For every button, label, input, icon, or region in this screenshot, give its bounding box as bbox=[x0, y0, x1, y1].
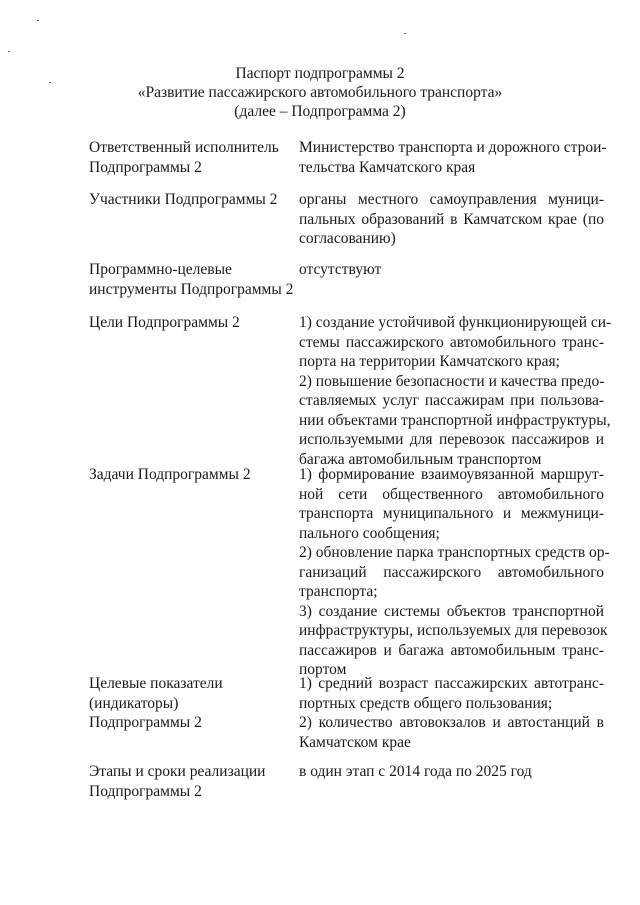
title-line-3: (далее – Подпрограмма 2) bbox=[234, 103, 406, 120]
value-line: ставляемых услуг пассажирам при пользова- bbox=[299, 392, 604, 409]
label-line: Задачи Подпрограммы 2 bbox=[89, 466, 251, 483]
label-line: Подпрограммы 2 bbox=[89, 714, 202, 731]
row-label bbox=[89, 190, 289, 210]
value-line: стемы пассажирского автомобильного транс- bbox=[299, 333, 604, 351]
value-line: в один этап с 2014 года по 2025 год bbox=[299, 763, 532, 780]
row-label bbox=[89, 260, 294, 299]
value-line: 2) обновление парка транспортных средств ор- bbox=[299, 544, 610, 561]
label-line: Ответственный исполнитель bbox=[89, 139, 279, 156]
label-line: (индикаторы) bbox=[89, 694, 179, 712]
value-line: 1) создание устойчивой функционирующей си- bbox=[299, 314, 612, 331]
row-value bbox=[299, 762, 604, 782]
label-line: Подпрограммы 2 bbox=[89, 158, 202, 176]
value-line: портных средств общего пользования; bbox=[299, 694, 553, 712]
row-value bbox=[299, 260, 604, 280]
value-line: 2) повышение безопасности и качества предо- bbox=[299, 372, 605, 390]
value-line: Министерство транспорта и дорожного строи- bbox=[299, 139, 607, 156]
row-label bbox=[89, 313, 289, 333]
value-line: Камчатском крае bbox=[299, 733, 411, 751]
label-line: Подпрограммы 2 bbox=[89, 782, 202, 800]
value-line: тельства Камчатского края bbox=[299, 158, 476, 176]
row-value bbox=[299, 190, 604, 249]
label-line: Участники Подпрограммы 2 bbox=[89, 191, 278, 208]
label-line: Программно-целевые bbox=[89, 261, 232, 278]
value-line: 1) средний возраст пассажирских автотранс- bbox=[299, 675, 604, 692]
scan-speck bbox=[404, 33, 406, 34]
value-line: отсутствуют bbox=[299, 261, 382, 278]
value-line: пального сообщения; bbox=[299, 524, 440, 542]
value-line: портом bbox=[299, 661, 347, 678]
title-line-2: «Развитие пассажирского автомобильного транспорта» bbox=[137, 84, 503, 101]
scan-speck bbox=[8, 51, 10, 52]
value-line: транспорта муниципального и межмуници- bbox=[299, 505, 604, 522]
label-line: Цели Подпрограммы 2 bbox=[89, 314, 240, 331]
row-value bbox=[299, 138, 607, 177]
value-line: 2) количество автовокзалов и автостанций в bbox=[299, 714, 604, 731]
row-value bbox=[299, 674, 604, 752]
title-line-1: Паспорт подпрограммы 2 bbox=[235, 65, 405, 82]
label-line: Этапы и сроки реализации bbox=[89, 763, 266, 780]
row-label bbox=[89, 465, 289, 485]
row-value bbox=[299, 313, 612, 469]
row-label bbox=[89, 762, 289, 801]
value-line: ганизаций пассажирского автомобильного bbox=[299, 563, 604, 581]
value-line: используемыми для перевозок пассажиров и bbox=[299, 431, 604, 448]
value-line: багажа автомобильным транспортом bbox=[299, 450, 542, 468]
label-line: Целевые показатели bbox=[89, 675, 223, 692]
label-line: инструменты Подпрограммы 2 bbox=[89, 280, 294, 298]
row-label bbox=[89, 138, 289, 177]
value-line: 1) формирование взаимоувязанной маршрут- bbox=[299, 466, 604, 483]
value-line: инфраструктуры, используемых для перевозок bbox=[299, 622, 608, 639]
value-line: транспорта; bbox=[299, 583, 378, 600]
value-line: нии объектами транспортной инфраструктуры, bbox=[299, 411, 611, 429]
value-line: пассажиров и багажа автомобильным транс- bbox=[299, 641, 604, 659]
value-line: органы местного самоуправления муници- bbox=[299, 191, 604, 208]
value-line: согласованию) bbox=[299, 230, 396, 247]
row-label bbox=[89, 674, 289, 733]
value-line: 3) создание системы объектов транспортной bbox=[299, 602, 604, 620]
value-line: ной сети общественного автомобильного bbox=[299, 485, 604, 503]
document-title bbox=[0, 64, 640, 121]
scan-speck bbox=[37, 20, 39, 21]
value-line: пальных образований в Камчатском крае (по bbox=[299, 210, 604, 228]
value-line: порта на территории Камчатского края; bbox=[299, 353, 560, 370]
row-value bbox=[299, 465, 610, 680]
